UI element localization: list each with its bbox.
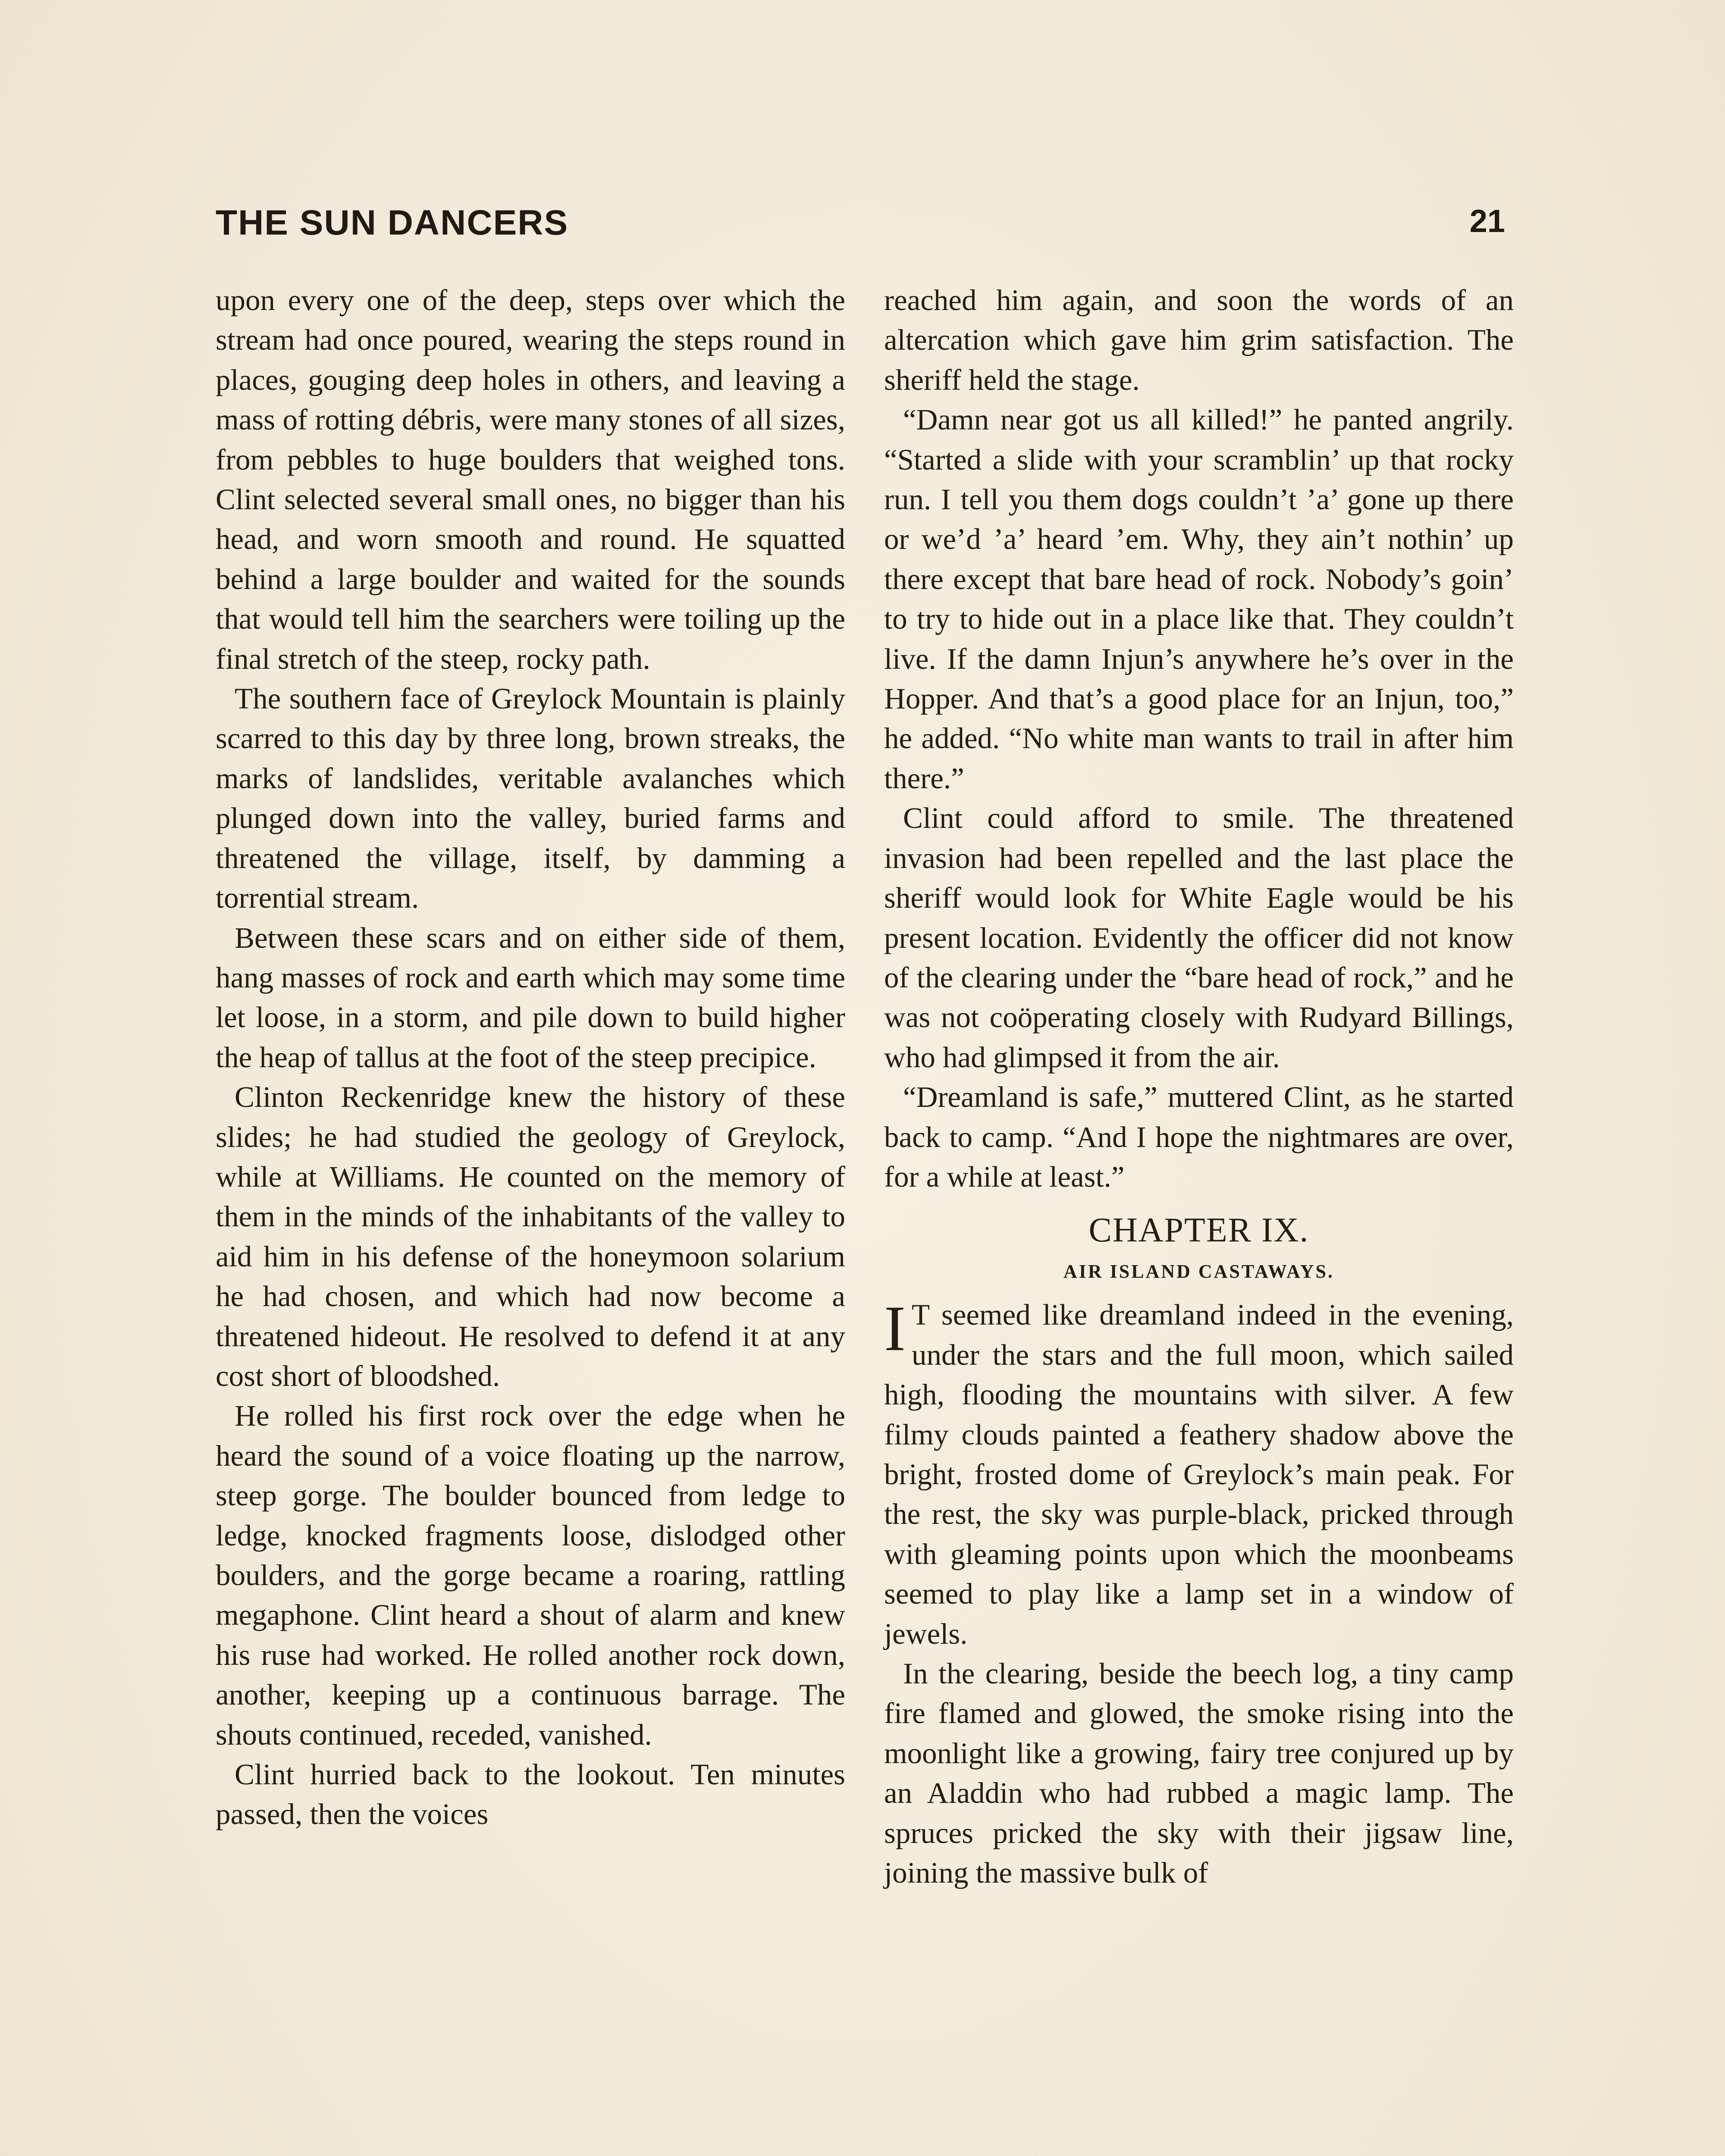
paragraph: Between these scars and on either side of them, hang masses of rock and earth which may some time let loose, in a storm, and pile down to build higher the heap of tallus at the foot of the steep precipice. [216,921,845,1074]
running-head [216,203,1505,254]
paragraph: reached him again, and soon the words of an altercation which gave him grim satisfaction. The sheriff held the stage. [884,284,1514,396]
paragraph: “Dreamland is safe,” muttered Clint, as he started back to camp. “And I hope the nightmares are over, for a while at least.” [884,1081,1514,1193]
drop-cap: I [884,1293,906,1365]
paragraph: He rolled his first rock over the edge when he heard the sound of a voice floating up the narrow, steep gorge. The boulder bounced from ledge to ledge, knocked fragments loose, dislodged other boulders, and the gorge became a roaring, rattling megaphone. Clint heard a shout of alarm and knew his ruse had worked. He rolled another rock down, another, keeping up a continuous barrage. The shouts continued, receded, vanished. [216,1399,845,1751]
paragraph: Clint could afford to smile. The threatened invasion had been repelled and the last place the sheriff would look for White Eagle would be his present location. Evidently the officer did not know of the clearing under the “bare head of rock,” and he was not coöperating closely with Rudyard Billings, who had glimpsed it from the air. [884,802,1514,1074]
left-column [216,280,845,1834]
running-title: THE SUN DANCERS [216,203,569,242]
paragraph: The southern face of Greylock Mountain is plainly scarred to this day by three long, brown streaks, the marks of landslides, veritable avalanches which plunged down into the valley, buried farms and threatened the village, itself, by damming a torrential stream. [216,682,845,915]
chapter-heading: CHAPTER IX. [1088,1211,1309,1250]
chapter-opening-text: T seemed like dreamland indeed in the evening, under the stars and the full moon, which sailed high, flooding the mountains with silver. A few filmy clouds painted a feathery shadow above the bright, frosted dome of Greylock’s main peak. For the rest, the sky was purple-black, pricked through with gleaming points upon which the moonbeams seemed to play like a lamp set in a window of jewels. [884,1298,1514,1650]
chapter-opening-paragraph [884,1295,1514,1654]
paragraph: “Damn near got us all killed!” he panted angrily. “Started a slide with your scramblin’ up that rocky run. I tell you them dogs couldn’t ’a’ gone up there or we’d ’a’ heard ’em. Why, they ain’t nothin’ up there except that bare head of rock. Nobody’s goin’ to try to hide out in a place like that. They couldn’t live. If the damn Injun’s anywhere he’s over in the Hopper. And that’s a good place for an Injun, too,” he added. “No white man wants to trail in after him there.” [884,403,1514,795]
paragraph: In the clearing, beside the beech log, a tiny camp fire flamed and glowed, the smoke rising into the moonlight like a growing, fairy tree conjured up by an Aladdin who had rubbed a magic lamp. The spruces pricked the sky with their jigsaw line, joining the massive bulk of [884,1657,1514,1890]
chapter-subtitle: AIR ISLAND CASTAWAYS. [1063,1261,1335,1282]
paragraph: Clinton Reckenridge knew the history of these slides; he had studied the geology of Greylock, while at Williams. He counted on the memory of them in the minds of the inhabitants of the valley to aid him in his defense of the honeymoon solarium he had chosen, and which had now become a threatened hideout. He resolved to defend it at any cost short of bloodshed. [216,1081,845,1392]
page-number: 21 [1469,203,1505,239]
right-column [884,280,1514,1893]
paragraph: Clint hurried back to the lookout. Ten minutes passed, then the voices [216,1758,845,1831]
paragraph: upon every one of the deep, steps over which the stream had once poured, wearing the steps round in places, gouging deep holes in others, and leaving a mass of rotting débris, were many stones of all sizes, from pebbles to huge boulders that weighed tons. Clint selected several small ones, no bigger than his head, and worn smooth and round. He squatted behind a large boulder and waited for the sounds that would tell him the searchers were toiling up the final stretch of the steep, rocky path. [216,284,845,675]
